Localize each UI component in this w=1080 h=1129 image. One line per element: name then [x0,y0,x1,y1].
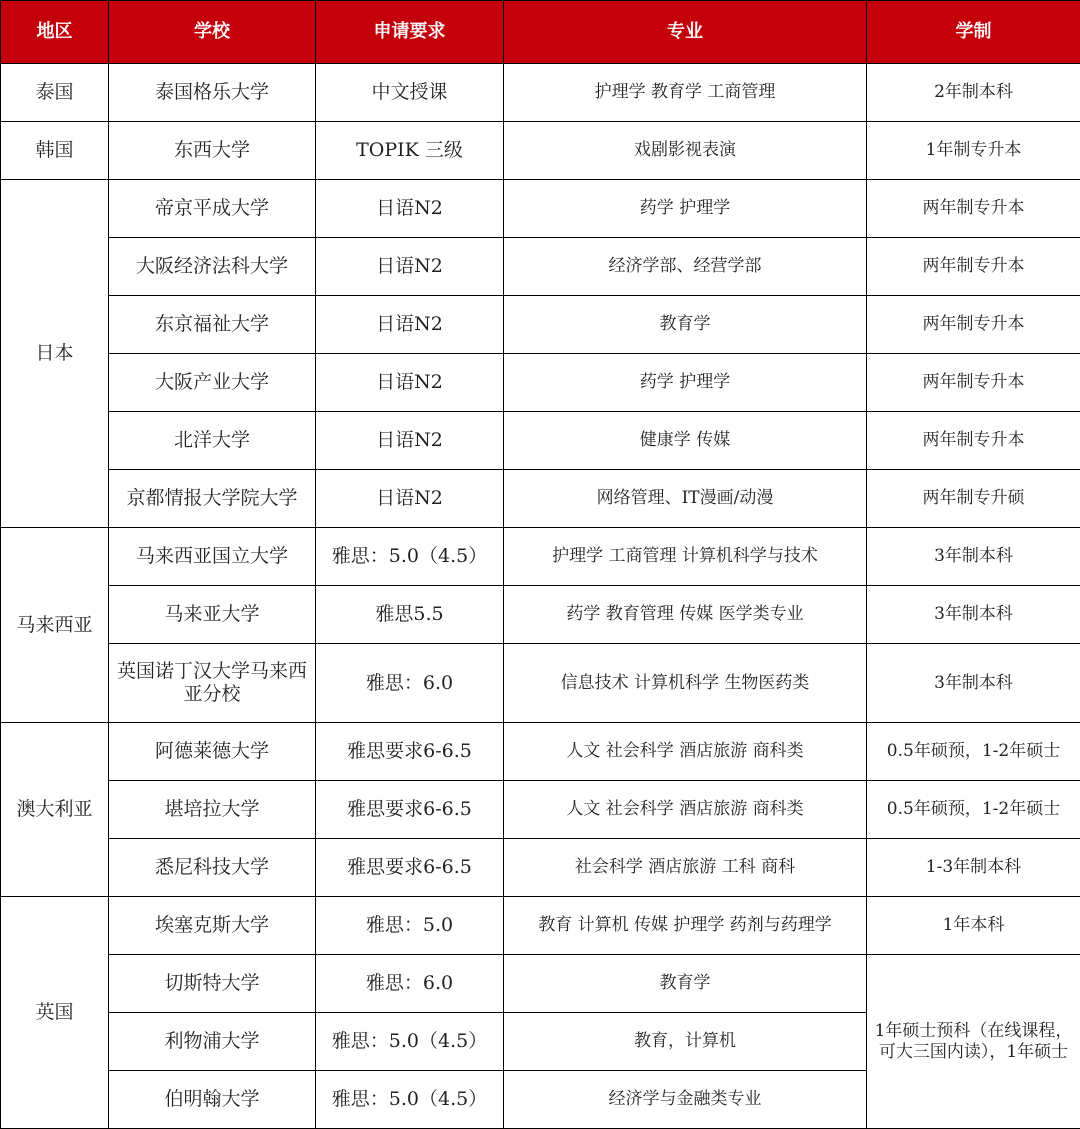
major-cell: 药学 护理学 [504,180,867,238]
school-cell: 切斯特大学 [109,955,316,1013]
school-cell: 英国诺丁汉大学马来西亚分校 [109,644,316,723]
duration-cell: 1年制专升本 [867,122,1080,180]
school-cell: 大阪产业大学 [109,354,316,412]
major-cell: 教育 计算机 传媒 护理学 药剂与药理学 [504,897,867,955]
major-cell: 药学 教育管理 传媒 医学类专业 [504,586,867,644]
school-cell: 马来亚大学 [109,586,316,644]
school-cell: 京都情报大学院大学 [109,470,316,528]
requirement-cell: 日语N2 [316,412,504,470]
header-duration: 学制 [867,1,1080,64]
school-cell: 东西大学 [109,122,316,180]
table-row [1,412,1080,470]
header-requirement: 申请要求 [316,1,504,64]
region-cell: 日本 [1,180,109,528]
duration-cell: 1年本科 [867,897,1080,955]
major-cell: 药学 护理学 [504,354,867,412]
table-row [1,644,1080,723]
duration-cell: 1-3年制本科 [867,839,1080,897]
table-row [1,238,1080,296]
duration-cell: 3年制本科 [867,528,1080,586]
table-row [1,64,1080,122]
requirement-cell: 日语N2 [316,470,504,528]
school-cell: 伯明翰大学 [109,1071,316,1129]
school-cell: 泰国格乐大学 [109,64,316,122]
region-cell: 澳大利亚 [1,723,109,897]
requirement-cell: 日语N2 [316,180,504,238]
major-cell: 护理学 教育学 工商管理 [504,64,867,122]
major-cell: 教育，计算机 [504,1013,867,1071]
table-row [1,296,1080,354]
header-region: 地区 [1,1,109,64]
requirement-cell: 雅思要求6-6.5 [316,839,504,897]
major-cell: 信息技术 计算机科学 生物医药类 [504,644,867,723]
region-cell: 英国 [1,897,109,1129]
major-cell: 社会科学 酒店旅游 工科 商科 [504,839,867,897]
requirement-cell: TOPIK 三级 [316,122,504,180]
major-cell: 护理学 工商管理 计算机科学与技术 [504,528,867,586]
school-cell: 大阪经济法科大学 [109,238,316,296]
requirement-cell: 日语N2 [316,238,504,296]
requirement-cell: 雅思：5.0（4.5） [316,1071,504,1129]
region-cell: 马来西亚 [1,528,109,723]
duration-cell: 3年制本科 [867,586,1080,644]
requirement-cell: 雅思：5.0 [316,897,504,955]
major-cell: 经济学部、经营学部 [504,238,867,296]
duration-cell: 两年制专升硕 [867,470,1080,528]
school-cell: 利物浦大学 [109,1013,316,1071]
major-cell: 教育学 [504,296,867,354]
school-cell: 悉尼科技大学 [109,839,316,897]
requirement-cell: 雅思：6.0 [316,644,504,723]
duration-cell-shared: 1年硕士预科（在线课程，可大三国内读），1年硕士 [867,955,1080,1129]
major-cell: 人文 社会科学 酒店旅游 商科类 [504,723,867,781]
duration-cell: 两年制专升本 [867,238,1080,296]
header-major: 专业 [504,1,867,64]
duration-cell: 2年制本科 [867,64,1080,122]
duration-cell: 0.5年硕预，1-2年硕士 [867,781,1080,839]
school-cell: 马来西亚国立大学 [109,528,316,586]
major-cell: 教育学 [504,955,867,1013]
duration-cell: 两年制专升本 [867,354,1080,412]
table-row [1,897,1080,955]
header-row [1,1,1080,64]
table-row [1,354,1080,412]
major-cell: 健康学 传媒 [504,412,867,470]
table-row [1,586,1080,644]
duration-cell: 0.5年硕预，1-2年硕士 [867,723,1080,781]
duration-cell: 3年制本科 [867,644,1080,723]
requirement-cell: 雅思：6.0 [316,955,504,1013]
duration-cell: 两年制专升本 [867,180,1080,238]
table-row [1,781,1080,839]
school-cell: 东京福祉大学 [109,296,316,354]
duration-cell: 两年制专升本 [867,296,1080,354]
school-cell: 埃塞克斯大学 [109,897,316,955]
requirement-cell: 雅思要求6-6.5 [316,723,504,781]
major-cell: 网络管理、IT漫画/动漫 [504,470,867,528]
table-row [1,528,1080,586]
requirement-cell: 雅思要求6-6.5 [316,781,504,839]
requirement-cell: 中文授课 [316,64,504,122]
table-row [1,723,1080,781]
school-cell: 北洋大学 [109,412,316,470]
header-school: 学校 [109,1,316,64]
requirement-cell: 日语N2 [316,296,504,354]
major-cell: 人文 社会科学 酒店旅游 商科类 [504,781,867,839]
table-row [1,122,1080,180]
table-row [1,955,1080,1013]
table-row [1,839,1080,897]
school-cell: 阿德莱德大学 [109,723,316,781]
major-cell: 戏剧影视表演 [504,122,867,180]
major-cell: 经济学与金融类专业 [504,1071,867,1129]
requirement-cell: 雅思：5.0（4.5） [316,1013,504,1071]
table-row [1,470,1080,528]
region-cell: 韩国 [1,122,109,180]
duration-cell: 两年制专升本 [867,412,1080,470]
region-cell: 泰国 [1,64,109,122]
requirement-cell: 日语N2 [316,354,504,412]
school-cell: 堪培拉大学 [109,781,316,839]
requirement-cell: 雅思：5.0（4.5） [316,528,504,586]
requirement-cell: 雅思5.5 [316,586,504,644]
school-cell: 帝京平成大学 [109,180,316,238]
table-row [1,180,1080,238]
